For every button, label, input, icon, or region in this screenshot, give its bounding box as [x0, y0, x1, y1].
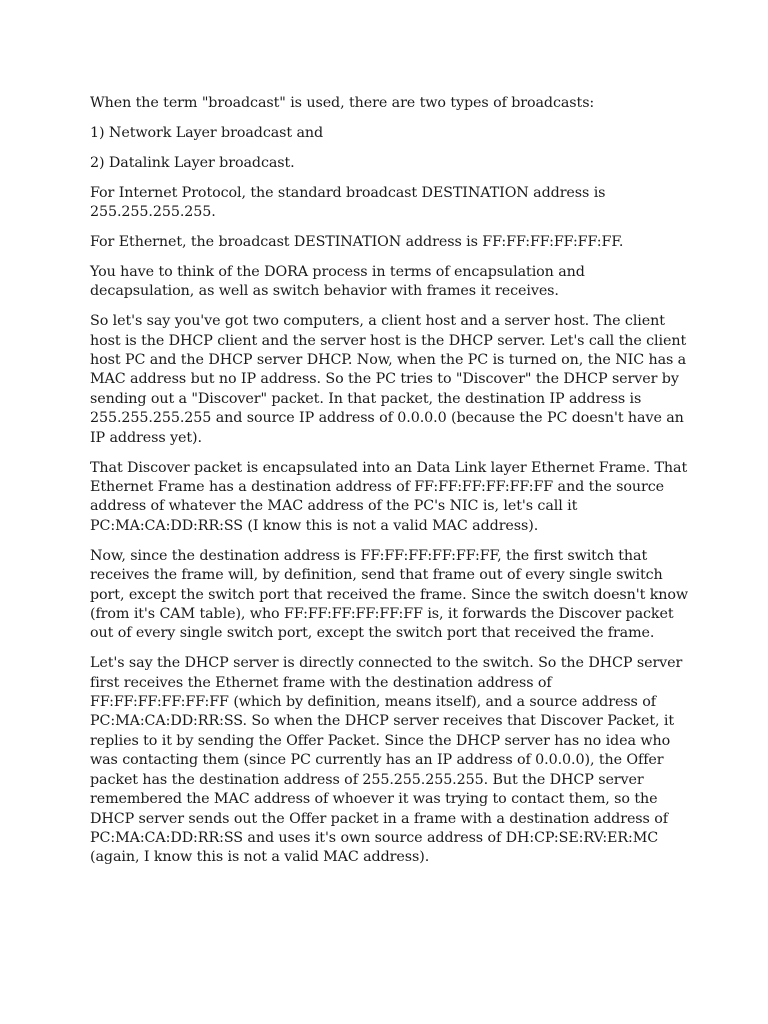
paragraph-ethernet-broadcast: For Ethernet, the broadcast DESTINATION address is FF:FF:FF:FF:FF:FF. — [90, 234, 624, 251]
document-body — [90, 94, 690, 878]
paragraph-broadcast-types: When the term "broadcast" is used, there are two types of broadcasts: — [90, 95, 595, 111]
paragraph-offer-packet: Let's say the DHCP server is directly connected to the switch. So the DHCP server first receives the Ethernet frame with the destination address of FF:FF:FF:FF:FF:FF (which by definition, means itself), and a source address of PC:MA:CA:DD:RR:SS. So when the DHCP server receives that Discover Packet, it replies to it by sending the Offer Packet. Since the DHCP server has no idea who was contacting them (since PC currently has an IP address of 0.0.0.0), the Offer packet has the destination address of 255.255.255.255. But the DHCP server remembered the MAC address of whoever it was trying to contact them, so the DHCP server sends out the Offer packet in a frame with a destination address of PC:MA:CA:DD:RR:SS and uses it's own source address of DH:CP:SE:RV:ER:MC (again, I know this is not a valid MAC address). — [90, 655, 683, 866]
paragraph-datalink-layer: 2) Datalink Layer broadcast. — [90, 154, 295, 171]
paragraph-discover-packet: So let's say you've got two computers, a client host and a server host. The client host is the DHCP client and the server host is the DHCP server. Let's call the client host PC and the DHCP server DHCP. Now, when the PC is turned on, the NIC has a MAC address but no IP address. So the PC tries to "Discover" the DHCP server by sending out a "Discover" packet. In that packet, the destination IP address is 255.255.255.255 and source IP address of 0.0.0.0 (because the PC doesn't have an IP address yet). — [90, 313, 687, 446]
paragraph-network-layer: 1) Network Layer broadcast and — [90, 124, 324, 141]
paragraph-switch-behavior: Now, since the destination address is FF:FF:FF:FF:FF:FF, the first switch that receives the frame will, by definition, send that frame out of every single switch port, except the switch port that received the frame. Since the switch doesn't know (from it's CAM table), who FF:FF:FF:FF:FF:FF is, it forwards the Discover packet out of every single switch port, except the switch port that received the frame. — [90, 547, 689, 642]
paragraph-ethernet-frame: That Discover packet is encapsulated into an Data Link layer Ethernet Frame. That Ethernet Frame has a destination address of FF:FF:FF:FF:FF:FF and the source address of whatever the MAC address of the PC's NIC is, let's call it PC:MA:CA:DD:RR:SS (I know this is not a valid MAC address). — [90, 459, 688, 534]
paragraph-dora-process: You have to think of the DORA process in terms of encapsulation and decapsulation, as well as switch behavior with frames it receives. — [90, 263, 585, 300]
paragraph-ip-broadcast: For Internet Protocol, the standard broadcast DESTINATION address is 255.255.255.255. — [90, 184, 606, 221]
